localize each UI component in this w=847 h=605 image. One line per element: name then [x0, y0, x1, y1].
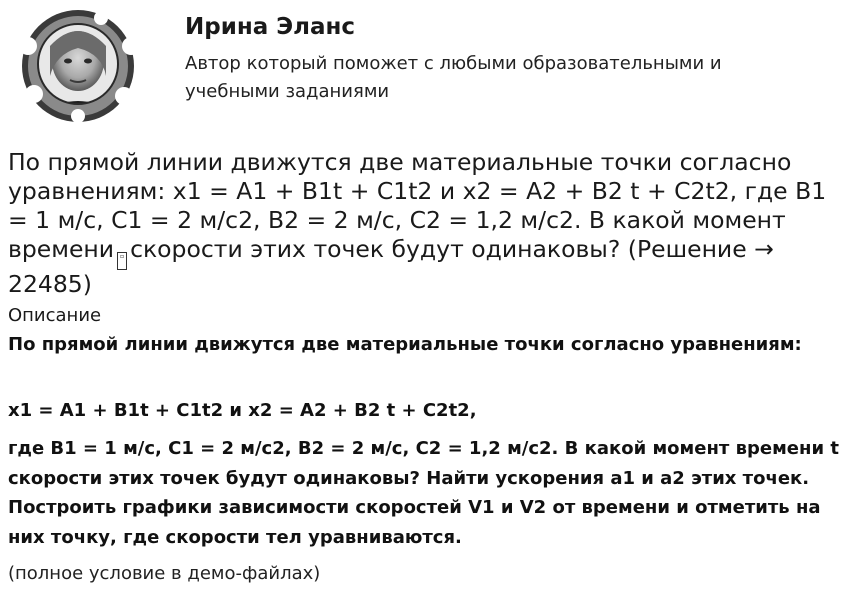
task-title	[8, 148, 838, 299]
author-header	[0, 0, 847, 130]
task-title-part1: По прямой линии движутся две материальные точки согласно уравнениям: x1 = A1 + B1t + C1t2 и x2 = A2 + B2 t + C2t2, где B1 = 1 м/с, C1 = 2 м/с2, B2 = 2 м/с, C2 = 1,2 м/с2. В какой момент времени	[8, 148, 827, 263]
missing-glyph-icon: ▫	[117, 252, 127, 270]
description-label: Описание	[8, 305, 102, 326]
film-reel-avatar-icon	[6, 6, 154, 124]
description-paragraph-2: x1 = A1 + B1t + C1t2 и x2 = A2 + B2 t + C2t2,	[8, 400, 477, 421]
author-name[interactable]: Ирина Эланс	[185, 14, 356, 40]
description-paragraph-1: По прямой линии движутся две материальные точки согласно уравнениям:	[8, 334, 802, 355]
author-avatar[interactable]	[6, 6, 154, 124]
demo-files-note: (полное условие в демо-файлах)	[8, 563, 321, 584]
task-title-part2: скорости этих точек будут одинаковы? (Решение → 22485)	[8, 235, 774, 298]
description-paragraph-3: где B1 = 1 м/с, C1 = 2 м/с2, B2 = 2 м/с, C2 = 1,2 м/с2. В какой момент времени t скорости этих точек будут одинаковы? Найти ускорения a1 и a2 этих точек. Построить графики зависимости скоростей V1 и V2 от времени и отметить на них точку, где скорости тел уравниваются.	[8, 438, 839, 548]
author-description: Автор который поможет с любыми образовательными и учебными заданиями	[185, 53, 722, 102]
